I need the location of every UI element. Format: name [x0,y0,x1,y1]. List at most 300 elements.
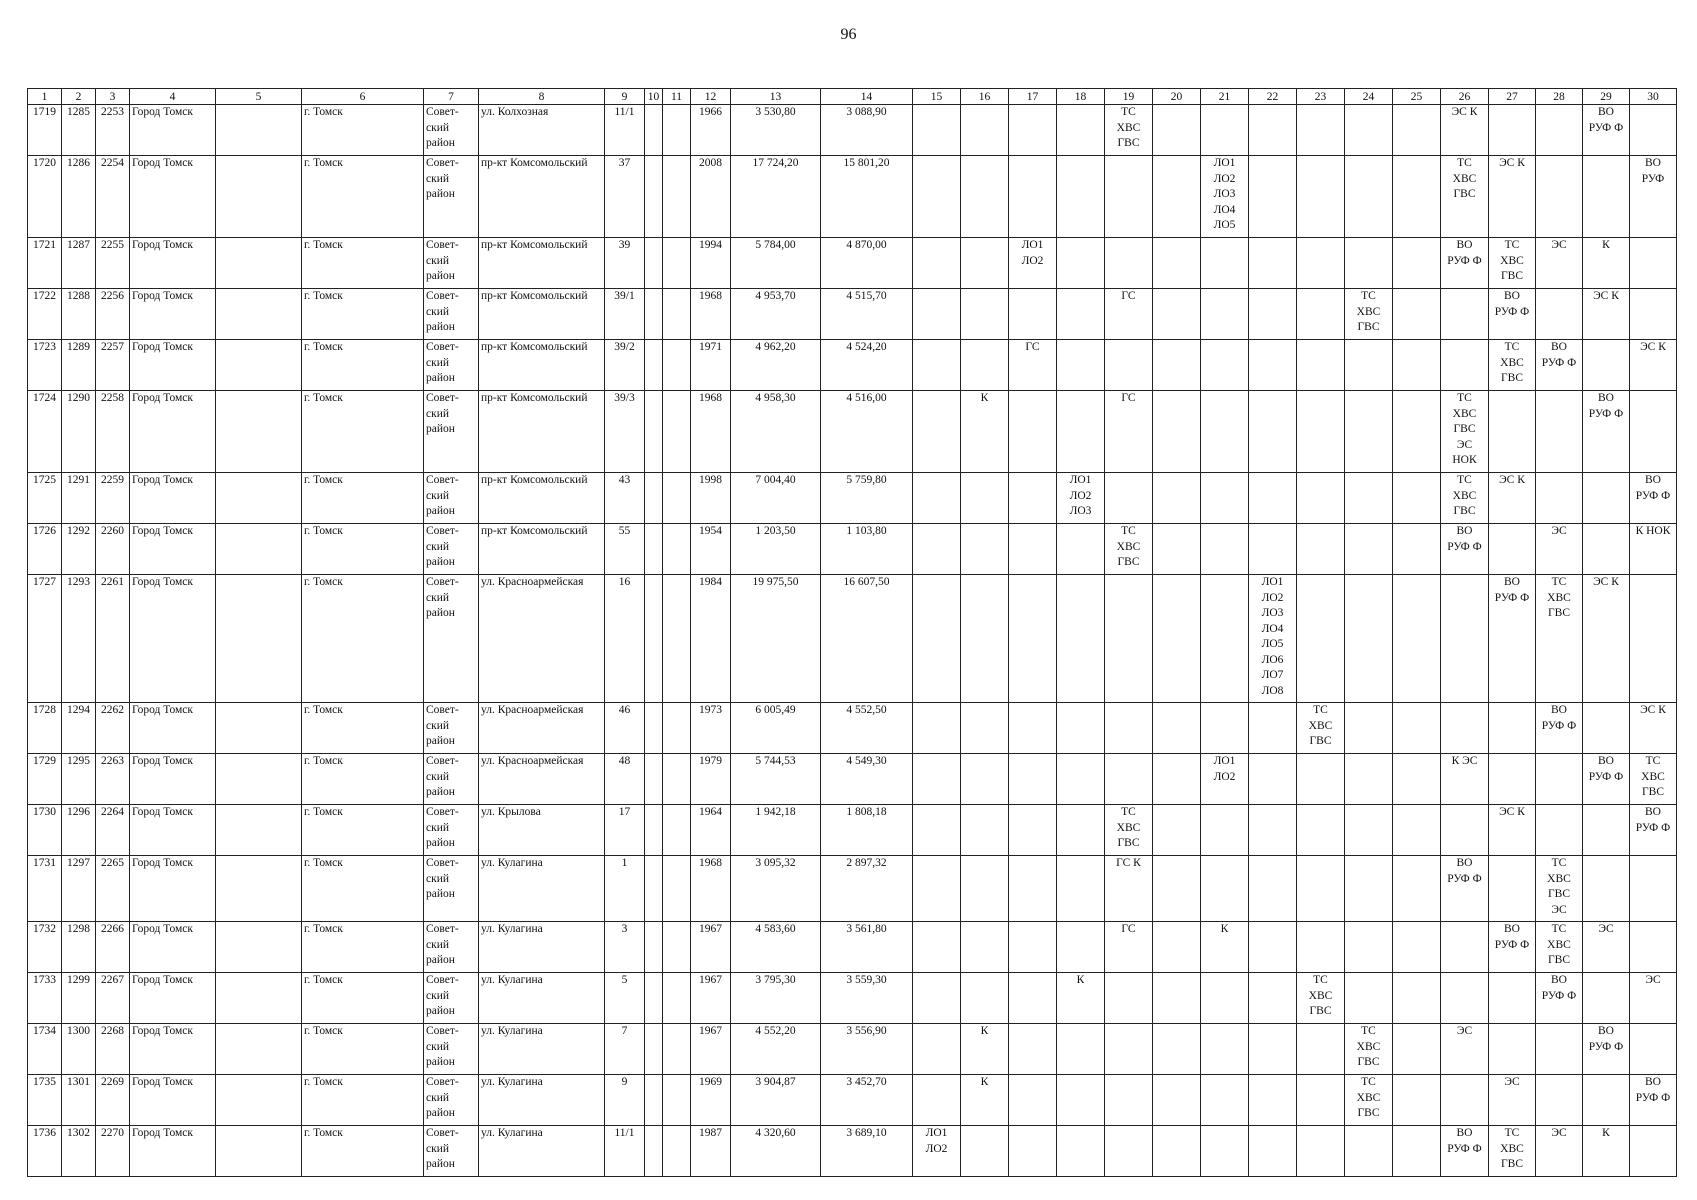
cell-year-built [691,340,731,391]
cell-work-col-22 [1249,289,1297,340]
cell-text: ВО РУФ Ф [1447,525,1482,553]
cell-work-col-29 [1583,754,1630,805]
cell-text: г. Томск [304,157,343,169]
cell-total-area [731,391,821,473]
cell-text: 5 744,53 [755,755,796,767]
column-header-6: 6 [302,89,424,105]
cell-work-col-24 [1345,391,1393,473]
cell-text: ГС [1121,290,1136,302]
cell-work-col-16 [961,156,1009,238]
cell-work-col-27 [1489,238,1536,289]
column-header-5: 5 [216,89,302,105]
cell-text: Совет- ский район [426,157,459,200]
cell-list-number [62,289,96,340]
cell-house-number [605,754,645,805]
cell-settlement-type [216,340,302,391]
column-header-17: 17 [1009,89,1057,105]
cell-work-col-29 [1583,340,1630,391]
column-header-3: 3 [96,89,130,105]
cell-text: 4 320,60 [755,1127,796,1139]
cell-street [479,856,605,922]
cell-year-built [691,856,731,922]
cell-text: 4 552,20 [755,1025,796,1037]
cell-locality [302,524,424,575]
cell-work-col-26 [1441,105,1489,156]
cell-row-number [28,105,62,156]
cell-text: ЭС К [1499,157,1525,169]
cell-street [479,973,605,1024]
cell-object-number [96,238,130,289]
cell-building [645,289,663,340]
cell-work-col-17 [1009,524,1057,575]
cell-list-number [62,473,96,524]
cell-building [645,340,663,391]
cell-work-col-18 [1057,856,1105,922]
cell-living-area [821,238,913,289]
cell-text: ГС [1121,923,1136,935]
cell-text: 2263 [101,755,124,767]
cell-municipality [130,856,216,922]
cell-text: 5 759,80 [846,474,887,486]
cell-text: ЛО1 ЛО2 ЛО3 [1069,474,1092,517]
cell-text: пр-кт Комсомольский [481,290,588,302]
cell-object-number [96,289,130,340]
cell-work-col-27 [1489,156,1536,238]
cell-text: 2258 [101,392,124,404]
cell-text: ВО РУФ Ф [1635,1076,1671,1104]
cell-text: 1724 [33,392,56,404]
cell-building [645,1024,663,1075]
cell-locality [302,289,424,340]
cell-work-col-26 [1441,856,1489,922]
table-row [28,340,1677,391]
cell-district [424,856,479,922]
cell-work-col-15 [913,391,961,473]
cell-work-col-25 [1393,856,1441,922]
cell-text: 4 515,70 [846,290,887,302]
cell-work-col-17 [1009,856,1057,922]
cell-work-col-18 [1057,1075,1105,1126]
table-row [28,922,1677,973]
cell-work-col-26 [1441,1075,1489,1126]
cell-living-area [821,156,913,238]
cell-total-area [731,922,821,973]
cell-year-built [691,1024,731,1075]
cell-municipality [130,105,216,156]
cell-work-col-24 [1345,922,1393,973]
cell-list-number [62,856,96,922]
cell-text: 1727 [33,576,56,588]
cell-work-col-23 [1297,703,1345,754]
column-header-18: 18 [1057,89,1105,105]
cell-work-col-19 [1105,391,1153,473]
cell-work-col-15 [913,156,961,238]
cell-work-col-16 [961,473,1009,524]
cell-object-number [96,473,130,524]
cell-object-number [96,156,130,238]
cell-district [424,973,479,1024]
column-header-9: 9 [605,89,645,105]
cell-text: 3 530,80 [755,106,796,118]
cell-work-col-20 [1153,754,1201,805]
cell-settlement-type [216,1024,302,1075]
cell-text: Совет- ский район [426,806,459,849]
cell-work-col-16 [961,805,1009,856]
cell-settlement-type [216,156,302,238]
cell-text: 16 607,50 [843,576,890,588]
cell-text: Город Томск [132,704,193,716]
cell-work-col-27 [1489,1024,1536,1075]
column-header-28: 28 [1536,89,1583,105]
cell-text: 3 088,90 [846,106,887,118]
cell-text: 3 689,10 [846,1127,887,1139]
cell-work-col-20 [1153,524,1201,575]
cell-text: 1 [621,857,628,869]
cell-text: Город Томск [132,1076,193,1088]
cell-text: Город Томск [132,974,193,986]
cell-work-col-24 [1345,105,1393,156]
cell-text: ВО РУФ Ф [1541,974,1577,1002]
cell-text: г. Томск [304,392,343,404]
cell-work-col-15 [913,856,961,922]
cell-work-col-30 [1630,156,1677,238]
cell-municipality [130,703,216,754]
cell-text: ул. Красноармейская [481,576,584,588]
cell-work-col-27 [1489,524,1536,575]
cell-work-col-28 [1536,156,1583,238]
cell-text: ЛО1 ЛО2 ЛО3 ЛО4 ЛО5 [1213,157,1236,231]
cell-work-col-24 [1345,856,1393,922]
cell-work-col-19 [1105,473,1153,524]
cell-building [645,1126,663,1177]
cell-work-col-28 [1536,703,1583,754]
cell-row-number [28,289,62,340]
table-row [28,238,1677,289]
cell-building [645,703,663,754]
cell-work-col-26 [1441,473,1489,524]
cell-work-col-17 [1009,156,1057,238]
column-header-26: 26 [1441,89,1489,105]
cell-text: 2008 [699,157,722,169]
cell-work-col-23 [1297,1126,1345,1177]
cell-text: ТС ХВС ГВС ЭС НОК [1452,392,1477,466]
cell-letter [663,575,691,703]
cell-text: ВО РУФ Ф [1447,239,1482,267]
cell-object-number [96,922,130,973]
cell-street [479,1075,605,1126]
cell-text: ВО РУФ Ф [1635,474,1671,502]
cell-text: 19 975,50 [752,576,799,588]
cell-building [645,238,663,289]
cell-work-col-21 [1201,805,1249,856]
cell-text: 3 559,30 [846,974,887,986]
cell-text: 2260 [101,525,124,537]
column-header-25: 25 [1393,89,1441,105]
cell-row-number [28,473,62,524]
cell-row-number [28,922,62,973]
cell-work-col-25 [1393,156,1441,238]
cell-text: 1302 [67,1127,90,1139]
cell-year-built [691,575,731,703]
cell-total-area [731,105,821,156]
cell-street [479,805,605,856]
cell-total-area [731,1075,821,1126]
cell-work-col-16 [961,1126,1009,1177]
cell-work-col-18 [1057,524,1105,575]
cell-text: ул. Кулагина [481,1076,543,1088]
column-header-10: 10 [645,89,663,105]
cell-text: пр-кт Комсомольский [481,157,588,169]
cell-district [424,524,479,575]
cell-text: г. Томск [304,341,343,353]
cell-text: ВО РУФ Ф [1494,923,1530,951]
cell-work-col-25 [1393,238,1441,289]
column-header-27: 27 [1489,89,1536,105]
table-row [28,1126,1677,1177]
cell-locality [302,156,424,238]
cell-work-col-29 [1583,391,1630,473]
cell-work-col-20 [1153,238,1201,289]
cell-work-col-24 [1345,973,1393,1024]
cell-work-col-27 [1489,105,1536,156]
cell-work-col-26 [1441,754,1489,805]
cell-text: ул. Колхозная [481,106,549,118]
cell-work-col-30 [1630,973,1677,1024]
table-row [28,575,1677,703]
cell-work-col-27 [1489,922,1536,973]
cell-letter [663,473,691,524]
cell-text: 46 [618,704,631,716]
cell-text: Город Томск [132,755,193,767]
cell-year-built [691,391,731,473]
cell-work-col-20 [1153,922,1201,973]
cell-municipality [130,922,216,973]
cell-living-area [821,805,913,856]
cell-text: пр-кт Комсомольский [481,474,588,486]
cell-text: 17 [618,806,631,818]
cell-work-col-18 [1057,805,1105,856]
cell-year-built [691,1075,731,1126]
column-header-2: 2 [62,89,96,105]
cell-work-col-30 [1630,289,1677,340]
cell-district [424,156,479,238]
cell-text: г. Томск [304,806,343,818]
table-row [28,391,1677,473]
cell-living-area [821,289,913,340]
cell-work-col-22 [1249,856,1297,922]
cell-year-built [691,524,731,575]
cell-list-number [62,1075,96,1126]
cell-text: пр-кт Комсомольский [481,525,588,537]
cell-text: К [980,392,989,404]
cell-work-col-22 [1249,754,1297,805]
cell-work-col-15 [913,805,961,856]
cell-text: ЭС [1551,239,1567,251]
cell-text: г. Томск [304,857,343,869]
cell-text: 1 203,50 [755,525,796,537]
cell-work-col-24 [1345,1126,1393,1177]
cell-work-col-15 [913,703,961,754]
cell-work-col-16 [961,575,1009,703]
cell-text: 1721 [33,239,56,251]
cell-locality [302,1126,424,1177]
cell-letter [663,1126,691,1177]
cell-text: ВО РУФ Ф [1447,857,1482,885]
cell-total-area [731,575,821,703]
cell-text: Совет- ский район [426,576,459,619]
cell-work-col-28 [1536,922,1583,973]
cell-work-col-26 [1441,238,1489,289]
cell-work-col-24 [1345,156,1393,238]
cell-text: 15 801,20 [843,157,890,169]
cell-work-col-29 [1583,473,1630,524]
cell-work-col-15 [913,973,961,1024]
cell-work-col-21 [1201,238,1249,289]
cell-text: 39/2 [614,341,635,353]
cell-work-col-27 [1489,703,1536,754]
cell-work-col-25 [1393,1075,1441,1126]
cell-work-col-24 [1345,575,1393,703]
cell-work-col-28 [1536,524,1583,575]
cell-object-number [96,391,130,473]
cell-work-col-30 [1630,473,1677,524]
cell-text: ТС ХВС ГВС [1356,1076,1381,1119]
cell-text: 1968 [699,392,722,404]
cell-text: Совет- ский район [426,474,459,517]
cell-text: 1294 [67,704,90,716]
cell-building [645,1075,663,1126]
cell-text: ВО РУФ Ф [1541,704,1577,732]
cell-work-col-28 [1536,575,1583,703]
cell-work-col-27 [1489,473,1536,524]
cell-work-col-26 [1441,391,1489,473]
cell-text: К [1076,974,1085,986]
cell-street [479,703,605,754]
cell-text: 1730 [33,806,56,818]
cell-text: 1954 [699,525,722,537]
cell-district [424,289,479,340]
cell-work-col-29 [1583,289,1630,340]
cell-text: ВО РУФ Ф [1447,1127,1482,1155]
cell-text: 2254 [101,157,124,169]
cell-settlement-type [216,856,302,922]
cell-text: 1734 [33,1025,56,1037]
cell-municipality [130,973,216,1024]
cell-text: Город Томск [132,392,193,404]
cell-house-number [605,340,645,391]
cell-text: ТС ХВС ГВС [1116,106,1141,149]
cell-district [424,922,479,973]
cell-text: ВО РУФ Ф [1588,392,1624,420]
cell-object-number [96,754,130,805]
cell-locality [302,1024,424,1075]
cell-year-built [691,105,731,156]
cell-work-col-15 [913,340,961,391]
cell-work-col-23 [1297,105,1345,156]
cell-work-col-30 [1630,524,1677,575]
table-row [28,156,1677,238]
cell-text: ЭС [1645,974,1661,986]
cell-work-col-17 [1009,238,1057,289]
column-header-23: 23 [1297,89,1345,105]
cell-text: г. Томск [304,525,343,537]
cell-text: Совет- ский район [426,525,459,568]
cell-work-col-20 [1153,1126,1201,1177]
cell-locality [302,922,424,973]
cell-object-number [96,575,130,703]
cell-text: 4 962,20 [755,341,796,353]
cell-locality [302,575,424,703]
cell-work-col-22 [1249,973,1297,1024]
cell-locality [302,238,424,289]
cell-work-col-25 [1393,805,1441,856]
table-row [28,524,1677,575]
cell-object-number [96,105,130,156]
cell-text: ТС ХВС ГВС [1547,923,1571,966]
cell-text: 4 958,30 [755,392,796,404]
cell-letter [663,105,691,156]
cell-text: К [1602,1127,1610,1139]
cell-street [479,340,605,391]
cell-work-col-29 [1583,1024,1630,1075]
cell-text: 1287 [67,239,90,251]
cell-work-col-30 [1630,238,1677,289]
cell-text: Совет- ский район [426,704,459,747]
cell-text: 1286 [67,157,90,169]
cell-text: г. Томск [304,974,343,986]
cell-year-built [691,754,731,805]
cell-row-number [28,1024,62,1075]
cell-work-col-25 [1393,391,1441,473]
cell-text: Совет- ский район [426,392,459,435]
cell-total-area [731,1126,821,1177]
cell-total-area [731,805,821,856]
cell-work-col-25 [1393,340,1441,391]
cell-text: 1998 [699,474,722,486]
cell-text: 2253 [101,106,124,118]
cell-text: 3 095,32 [755,857,796,869]
cell-work-col-23 [1297,805,1345,856]
cell-text: 37 [618,157,631,169]
cell-locality [302,473,424,524]
cell-work-col-16 [961,340,1009,391]
cell-text: 2268 [101,1025,124,1037]
cell-street [479,156,605,238]
cell-text: ГС [1121,392,1136,404]
cell-work-col-20 [1153,289,1201,340]
cell-text: Город Томск [132,806,193,818]
cell-work-col-21 [1201,340,1249,391]
cell-work-col-20 [1153,156,1201,238]
cell-work-col-16 [961,754,1009,805]
column-header-21: 21 [1201,89,1249,105]
cell-text: 3 452,70 [846,1076,887,1088]
cell-text: ТС ХВС ГВС [1641,755,1665,798]
cell-work-col-22 [1249,340,1297,391]
cell-work-col-27 [1489,289,1536,340]
cell-text: ТС ХВС ГВС [1356,1025,1381,1068]
cell-work-col-29 [1583,1075,1630,1126]
cell-building [645,105,663,156]
cell-work-col-20 [1153,973,1201,1024]
column-header-4: 4 [130,89,216,105]
cell-work-col-22 [1249,238,1297,289]
cell-text: ТС ХВС ГВС [1308,704,1333,747]
cell-row-number [28,524,62,575]
cell-work-col-17 [1009,391,1057,473]
cell-object-number [96,703,130,754]
cell-letter [663,973,691,1024]
